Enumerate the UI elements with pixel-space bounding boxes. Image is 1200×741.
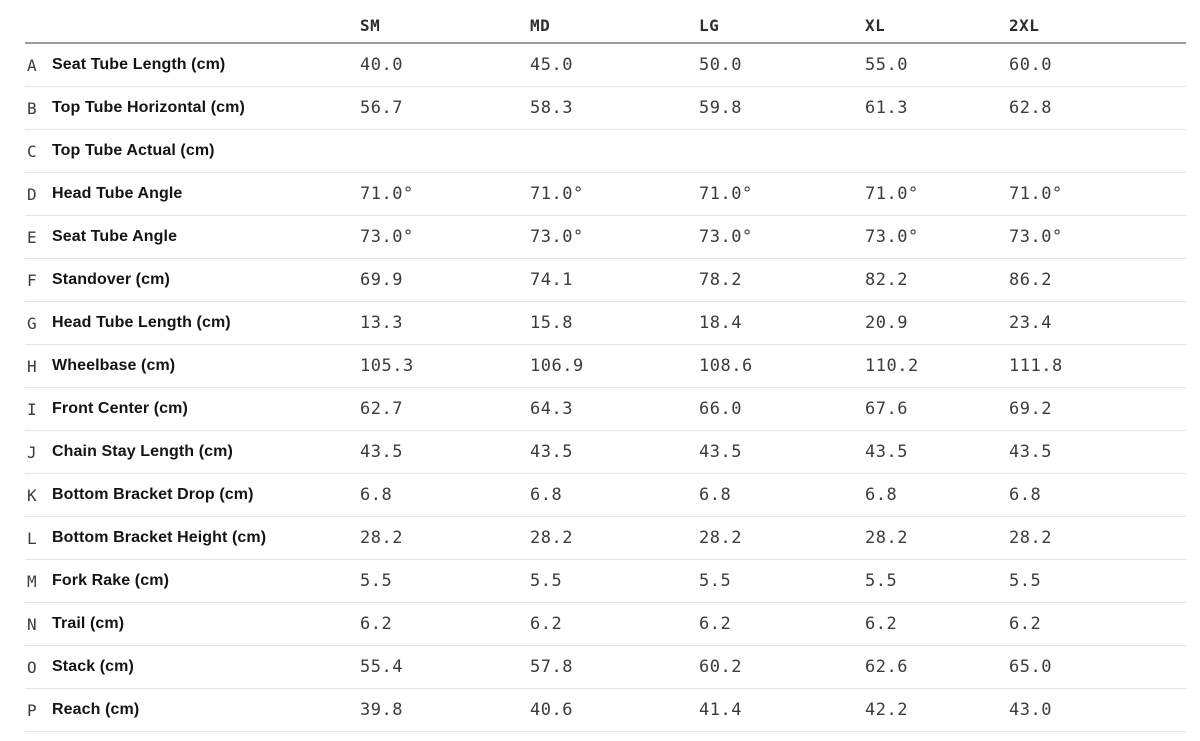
row-value: 43.5 <box>699 431 865 474</box>
row-label: Top Tube Actual (cm) <box>52 130 360 173</box>
row-value: 43.5 <box>865 431 1009 474</box>
row-value: 78.2 <box>699 259 865 302</box>
row-value: 6.2 <box>530 603 699 646</box>
row-value: 62.6 <box>865 646 1009 689</box>
row-value: 73.0° <box>865 216 1009 259</box>
size-column-header-lg: LG <box>699 8 865 43</box>
row-value: 20.9 <box>865 302 1009 345</box>
geometry-row <box>25 173 1186 216</box>
row-letter: G <box>25 302 52 345</box>
row-value: 23.4 <box>1009 302 1186 345</box>
row-value: 71.0° <box>360 173 530 216</box>
row-value: 73.0° <box>530 216 699 259</box>
row-value: 39.8 <box>360 689 530 732</box>
row-value: 61.3 <box>865 87 1009 130</box>
row-letter: L <box>25 517 52 560</box>
letter-column-header <box>25 8 52 43</box>
row-value <box>1009 130 1186 173</box>
geometry-table-body <box>25 43 1186 732</box>
row-value: 43.5 <box>360 431 530 474</box>
row-letter: K <box>25 474 52 517</box>
row-value: 41.4 <box>699 689 865 732</box>
row-value: 67.6 <box>865 388 1009 431</box>
row-value: 40.0 <box>360 43 530 87</box>
row-value: 62.8 <box>1009 87 1186 130</box>
row-value: 71.0° <box>530 173 699 216</box>
row-label: Standover (cm) <box>52 259 360 302</box>
row-label: Bottom Bracket Height (cm) <box>52 517 360 560</box>
row-value: 5.5 <box>530 560 699 603</box>
row-value: 55.4 <box>360 646 530 689</box>
row-value: 43.5 <box>530 431 699 474</box>
row-value: 65.0 <box>1009 646 1186 689</box>
row-value: 58.3 <box>530 87 699 130</box>
row-letter: D <box>25 173 52 216</box>
row-value: 50.0 <box>699 43 865 87</box>
row-value: 6.2 <box>360 603 530 646</box>
row-label: Bottom Bracket Drop (cm) <box>52 474 360 517</box>
row-letter: M <box>25 560 52 603</box>
row-label: Trail (cm) <box>52 603 360 646</box>
row-value: 6.2 <box>865 603 1009 646</box>
row-value: 74.1 <box>530 259 699 302</box>
row-value: 111.8 <box>1009 345 1186 388</box>
row-value: 28.2 <box>699 517 865 560</box>
row-value: 105.3 <box>360 345 530 388</box>
row-value: 73.0° <box>699 216 865 259</box>
geometry-row <box>25 474 1186 517</box>
row-label: Front Center (cm) <box>52 388 360 431</box>
row-value: 6.8 <box>865 474 1009 517</box>
row-letter: A <box>25 43 52 87</box>
measurement-column-header <box>52 8 360 43</box>
geometry-row <box>25 87 1186 130</box>
row-value: 5.5 <box>360 560 530 603</box>
row-value <box>530 130 699 173</box>
row-letter: N <box>25 603 52 646</box>
geometry-row <box>25 603 1186 646</box>
row-value: 69.2 <box>1009 388 1186 431</box>
row-value: 28.2 <box>865 517 1009 560</box>
row-value: 6.2 <box>1009 603 1186 646</box>
size-column-header-md: MD <box>530 8 699 43</box>
row-value: 60.0 <box>1009 43 1186 87</box>
row-value: 6.8 <box>530 474 699 517</box>
row-value: 106.9 <box>530 345 699 388</box>
row-letter: P <box>25 689 52 732</box>
row-value: 6.2 <box>699 603 865 646</box>
row-label: Seat Tube Angle <box>52 216 360 259</box>
size-column-header-2xl: 2XL <box>1009 8 1186 43</box>
row-value: 5.5 <box>865 560 1009 603</box>
row-label: Head Tube Angle <box>52 173 360 216</box>
row-value: 13.3 <box>360 302 530 345</box>
row-label: Reach (cm) <box>52 689 360 732</box>
geometry-row <box>25 345 1186 388</box>
row-value: 42.2 <box>865 689 1009 732</box>
row-value: 28.2 <box>530 517 699 560</box>
row-value: 43.5 <box>1009 431 1186 474</box>
row-value: 18.4 <box>699 302 865 345</box>
row-value: 71.0° <box>865 173 1009 216</box>
row-value: 62.7 <box>360 388 530 431</box>
geometry-row <box>25 302 1186 345</box>
row-value: 64.3 <box>530 388 699 431</box>
row-letter: C <box>25 130 52 173</box>
size-header-row <box>25 8 1186 43</box>
row-letter: E <box>25 216 52 259</box>
geometry-row <box>25 689 1186 732</box>
row-letter: F <box>25 259 52 302</box>
row-value: 110.2 <box>865 345 1009 388</box>
row-label: Fork Rake (cm) <box>52 560 360 603</box>
geometry-row <box>25 388 1186 431</box>
row-value: 82.2 <box>865 259 1009 302</box>
row-value: 69.9 <box>360 259 530 302</box>
row-value: 45.0 <box>530 43 699 87</box>
geometry-row <box>25 43 1186 87</box>
row-value: 55.0 <box>865 43 1009 87</box>
row-value: 6.8 <box>699 474 865 517</box>
row-label: Head Tube Length (cm) <box>52 302 360 345</box>
row-label: Seat Tube Length (cm) <box>52 43 360 87</box>
row-value: 66.0 <box>699 388 865 431</box>
size-column-header-xl: XL <box>865 8 1009 43</box>
row-value: 71.0° <box>699 173 865 216</box>
row-value: 6.8 <box>1009 474 1186 517</box>
geometry-row <box>25 216 1186 259</box>
row-letter: O <box>25 646 52 689</box>
row-label: Top Tube Horizontal (cm) <box>52 87 360 130</box>
row-value: 15.8 <box>530 302 699 345</box>
size-column-header-sm: SM <box>360 8 530 43</box>
row-value: 73.0° <box>1009 216 1186 259</box>
row-value: 57.8 <box>530 646 699 689</box>
row-value <box>360 130 530 173</box>
row-value: 56.7 <box>360 87 530 130</box>
row-letter: J <box>25 431 52 474</box>
geometry-row <box>25 517 1186 560</box>
row-value: 86.2 <box>1009 259 1186 302</box>
row-letter: B <box>25 87 52 130</box>
row-value: 6.8 <box>360 474 530 517</box>
row-value: 73.0° <box>360 216 530 259</box>
row-letter: H <box>25 345 52 388</box>
row-value <box>865 130 1009 173</box>
row-value: 40.6 <box>530 689 699 732</box>
row-value: 60.2 <box>699 646 865 689</box>
geometry-row <box>25 431 1186 474</box>
row-value: 59.8 <box>699 87 865 130</box>
row-letter: I <box>25 388 52 431</box>
geometry-table <box>25 8 1186 732</box>
row-label: Stack (cm) <box>52 646 360 689</box>
row-value: 5.5 <box>699 560 865 603</box>
row-value: 108.6 <box>699 345 865 388</box>
row-value: 5.5 <box>1009 560 1186 603</box>
geometry-row <box>25 560 1186 603</box>
row-value: 28.2 <box>1009 517 1186 560</box>
row-value <box>699 130 865 173</box>
row-value: 28.2 <box>360 517 530 560</box>
geometry-row <box>25 646 1186 689</box>
geometry-row <box>25 259 1186 302</box>
row-value: 71.0° <box>1009 173 1186 216</box>
row-value: 43.0 <box>1009 689 1186 732</box>
geometry-row <box>25 130 1186 173</box>
row-label: Wheelbase (cm) <box>52 345 360 388</box>
row-label: Chain Stay Length (cm) <box>52 431 360 474</box>
